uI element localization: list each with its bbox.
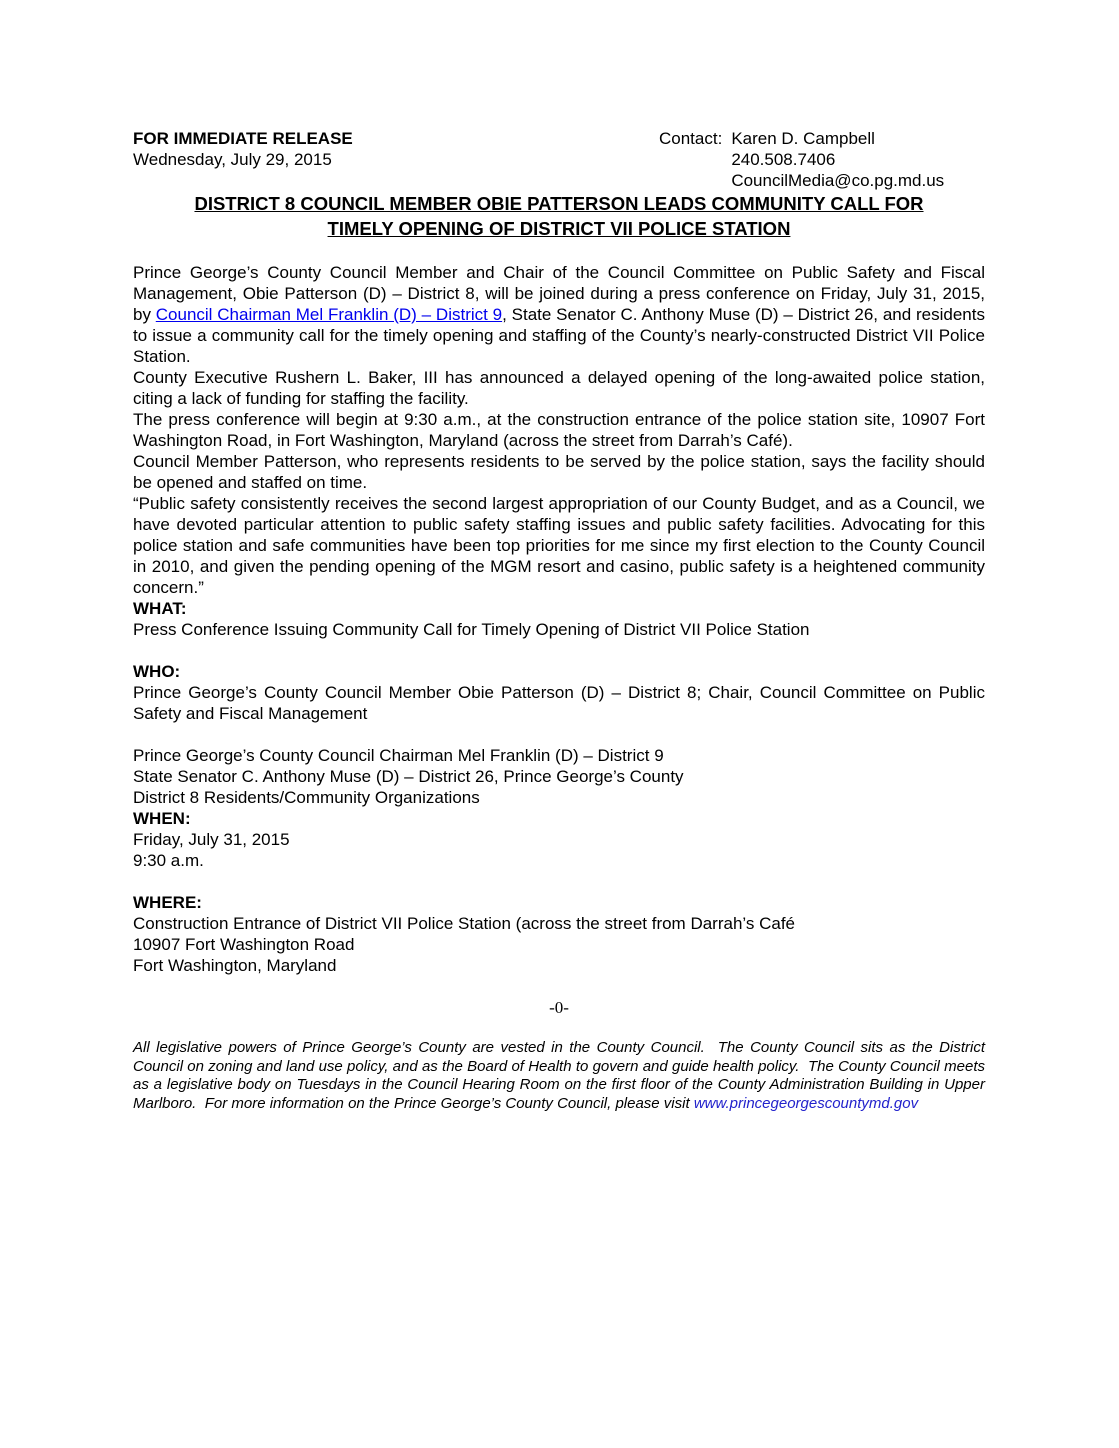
section-what-text: Press Conference Issuing Community Call for Timely Opening of District VII Police Station — [133, 620, 810, 639]
section-where — [133, 892, 985, 976]
section-who — [133, 661, 985, 724]
section-what — [133, 598, 985, 640]
section-who-heading: WHO: — [133, 662, 181, 681]
paragraph-intro-before-link: Prince George’s County Council Member and Chair of the Council Committee on Public Safety and Fiscal Management, Obie Patterson (D) – District 8, will be joined during a press conference on Friday, July 31, 2015, by — [133, 263, 985, 324]
section-where-heading: WHERE: — [133, 893, 202, 912]
contact-name: Karen D. Campbell — [731, 129, 875, 148]
paragraph-quote: “Public safety consistently receives the second largest appropriation of our County Budget, and as a Council, we have devoted particular attention to public safety staffing issues and public safety facilities. Advocating for this police station and safe communities have been top priorities for me since my first election to the County Council in 2010, and given the pending opening of the MGM resort and casino, public safety is a heightened community concern.” — [133, 494, 985, 597]
who-entry-residents: District 8 Residents/Community Organizations — [133, 788, 480, 807]
section-what-heading: WHAT: — [133, 599, 187, 618]
title-line-2: TIMELY OPENING OF DISTRICT VII POLICE STATION — [327, 218, 791, 239]
where-street: 10907 Fort Washington Road — [133, 935, 355, 954]
county-website-link[interactable]: www.princegeorgescountymd.gov — [693, 1094, 919, 1112]
section-when — [133, 808, 985, 871]
title-line-1: DISTRICT 8 COUNCIL MEMBER OBIE PATTERSON LEADS COMMUNITY CALL FOR — [194, 193, 924, 214]
section-when-heading: WHEN: — [133, 809, 191, 828]
document-header — [133, 128, 985, 190]
contact-block — [659, 128, 944, 191]
paragraph-press-conference-time: The press conference will begin at 9:30 a.m., at the construction entrance of the police station site, 10907 Fort Washington Road, in Fort Washington, Maryland (across the street from Darrah’s Café). — [133, 410, 985, 450]
where-venue: Construction Entrance of District VII Police Station (across the street from Darrah’s Café — [133, 914, 796, 933]
who-entry-patterson: Prince George’s County Council Member Obie Patterson (D) – District 8; Chair, Council Committee on Public Safety and Fiscal Management — [133, 683, 985, 723]
contact-details — [731, 128, 944, 191]
when-time: 9:30 a.m. — [133, 851, 204, 870]
release-label: FOR IMMEDIATE RELEASE — [133, 129, 353, 148]
who-entry-muse: State Senator C. Anthony Muse (D) – District 26, Prince George’s County — [133, 767, 684, 786]
end-separator: -0- — [549, 998, 569, 1017]
contact-email: CouncilMedia@co.pg.md.us — [731, 171, 945, 190]
footer-boilerplate — [133, 1039, 990, 1113]
footer-text: All legislative powers of Prince George’s County are vested in the County Council. The County Council sits as the District Council on zoning and land use policy, and as the Board of Health to govern and guide health policy. The County Council meets as a legislative body on Tuesdays in the Council Hearing Room on the first floor of the County Administration Building in Upper Marlboro. For more information on the Prince George’s County Council, please visit — [133, 1039, 990, 1112]
release-date: Wednesday, July 29, 2015 — [133, 150, 332, 169]
document-title — [133, 191, 985, 241]
paragraph-intro-after-link: , State Senator C. Anthony Muse (D) – District 26, and residents to issue a community call for the timely opening and staffing of the County’s nearly-constructed District VII Police Station. — [133, 305, 985, 366]
when-date: Friday, July 31, 2015 — [133, 830, 290, 849]
paragraph-patterson-statement: Council Member Patterson, who represents residents to be served by the police station, says the facility should be opened and staffed on time. — [133, 452, 985, 492]
where-city: Fort Washington, Maryland — [133, 956, 337, 975]
who-entry-franklin: Prince George’s County Council Chairman Mel Franklin (D) – District 9 — [133, 746, 664, 765]
contact-label: Contact: — [659, 129, 723, 148]
paragraph-intro — [133, 262, 985, 367]
contact-phone: 240.508.7406 — [731, 150, 836, 169]
paragraph-county-executive: County Executive Rushern L. Baker, III has announced a delayed opening of the long-awaited police station, citing a lack of funding for staffing the facility. — [133, 368, 985, 408]
mel-franklin-link[interactable]: Council Chairman Mel Franklin (D) – District 9 — [155, 305, 503, 324]
